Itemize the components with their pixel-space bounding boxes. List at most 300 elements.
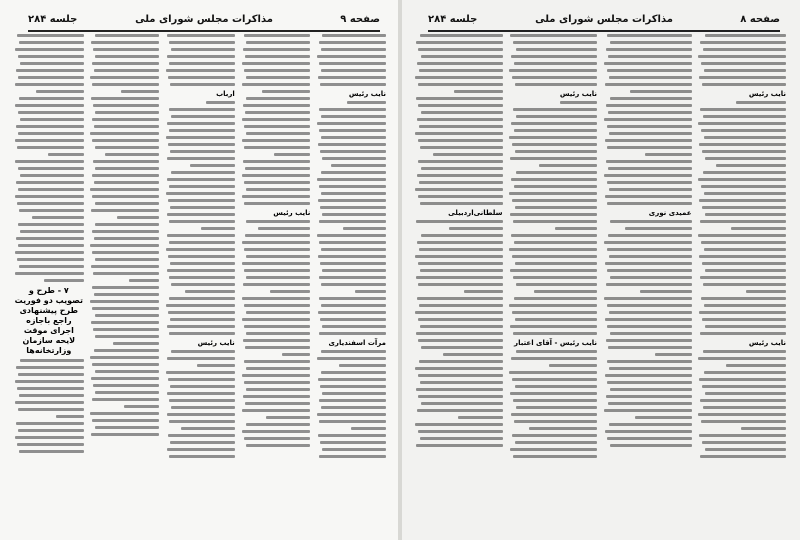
text-line xyxy=(416,388,503,391)
text-line xyxy=(90,300,159,303)
text-line xyxy=(94,69,159,72)
text-line xyxy=(169,129,234,132)
text-line xyxy=(418,195,503,198)
text-line xyxy=(609,132,691,135)
text-line xyxy=(92,419,159,422)
text-line xyxy=(701,420,786,423)
text-line xyxy=(454,90,503,93)
text-line xyxy=(91,41,159,44)
text-line xyxy=(419,181,502,184)
text-line xyxy=(166,304,235,307)
text-line xyxy=(90,76,159,79)
text-line xyxy=(509,248,597,251)
text-column xyxy=(509,34,598,462)
text-line xyxy=(121,90,159,93)
text-line xyxy=(170,318,235,321)
text-line xyxy=(244,146,310,149)
text-line xyxy=(416,444,503,447)
text-line xyxy=(415,423,503,426)
text-line xyxy=(245,167,310,170)
text-line xyxy=(20,230,84,233)
text-line xyxy=(117,216,159,219)
speaker-name: ارباب xyxy=(216,90,235,98)
text-line xyxy=(630,90,691,93)
text-line xyxy=(516,48,597,51)
text-line xyxy=(245,234,310,237)
text-line xyxy=(243,160,311,163)
text-line xyxy=(609,188,691,191)
text-line xyxy=(606,283,692,286)
text-line xyxy=(609,311,691,314)
text-line xyxy=(244,34,310,37)
text-line xyxy=(15,104,83,107)
text-line xyxy=(93,328,159,331)
text-line xyxy=(19,209,84,212)
text-line xyxy=(701,62,786,65)
text-line xyxy=(604,174,692,177)
text-line xyxy=(246,367,311,370)
text-line xyxy=(19,450,84,453)
text-line xyxy=(244,325,310,328)
text-line xyxy=(105,153,159,156)
text-line xyxy=(515,206,597,209)
text-line xyxy=(319,420,386,423)
speaker-name: عمیدی نوری xyxy=(648,209,692,217)
text-line xyxy=(421,346,502,349)
text-line xyxy=(168,199,235,202)
text-column xyxy=(14,34,84,462)
text-line xyxy=(511,357,597,360)
text-line xyxy=(513,276,597,279)
text-line xyxy=(746,290,786,293)
text-line xyxy=(609,423,691,426)
text-line xyxy=(608,55,691,58)
text-columns xyxy=(414,34,786,462)
text-line xyxy=(20,359,84,362)
text-line xyxy=(607,146,691,149)
text-line xyxy=(700,41,786,44)
text-line xyxy=(513,41,597,44)
text-line xyxy=(509,136,597,139)
text-line xyxy=(243,339,311,342)
text-line xyxy=(464,290,503,293)
speaker-name: سلطانی‌اردبیلی xyxy=(448,209,503,217)
text-line xyxy=(704,192,786,195)
text-line xyxy=(95,223,159,226)
text-line xyxy=(16,422,84,425)
text-line xyxy=(716,164,786,167)
text-line xyxy=(418,318,503,321)
text-line xyxy=(95,146,160,149)
text-line xyxy=(206,101,235,104)
text-line xyxy=(703,350,786,353)
text-line xyxy=(321,171,386,174)
text-line xyxy=(185,290,234,293)
text-line xyxy=(94,293,159,296)
text-line xyxy=(246,255,311,258)
text-line xyxy=(515,83,597,86)
text-line xyxy=(170,385,235,388)
text-line xyxy=(91,97,159,100)
text-line xyxy=(420,325,502,328)
text-line xyxy=(514,62,597,65)
text-line xyxy=(698,122,786,125)
text-line xyxy=(511,55,597,58)
text-line xyxy=(18,132,83,135)
text-line xyxy=(509,371,597,374)
text-line xyxy=(15,48,83,51)
text-line xyxy=(700,399,786,402)
text-line xyxy=(246,388,310,391)
text-line xyxy=(318,76,386,79)
text-line xyxy=(418,339,502,342)
text-line xyxy=(169,241,234,244)
text-line xyxy=(262,90,310,93)
text-line xyxy=(15,195,84,198)
text-column xyxy=(414,34,503,462)
text-column xyxy=(698,34,787,462)
text-line xyxy=(419,304,502,307)
text-line xyxy=(534,290,597,293)
text-line xyxy=(318,311,386,314)
text-line xyxy=(171,115,235,118)
text-line xyxy=(95,167,159,170)
text-line xyxy=(415,132,503,135)
text-line xyxy=(15,436,84,439)
text-line xyxy=(516,350,597,353)
text-line xyxy=(549,364,597,367)
text-line xyxy=(607,202,691,205)
text-line xyxy=(698,178,786,181)
text-line xyxy=(258,227,310,230)
text-line xyxy=(242,118,311,121)
text-line xyxy=(608,402,691,405)
text-line xyxy=(167,392,235,395)
text-line xyxy=(417,174,503,177)
text-line xyxy=(343,227,386,230)
text-line xyxy=(320,206,386,209)
text-line xyxy=(167,269,235,272)
text-line xyxy=(317,55,386,58)
text-line xyxy=(625,227,691,230)
text-line xyxy=(702,441,786,444)
text-line xyxy=(171,283,235,286)
text-line xyxy=(246,41,310,44)
text-line xyxy=(702,150,786,153)
text-line xyxy=(704,248,786,251)
text-line xyxy=(705,34,786,37)
text-line xyxy=(635,416,692,419)
speaker-name: نایب رئیس xyxy=(559,90,597,98)
text-line xyxy=(166,69,235,72)
text-line xyxy=(701,129,786,132)
text-line xyxy=(319,241,386,244)
text-line xyxy=(514,185,597,188)
text-line xyxy=(700,108,786,111)
text-line xyxy=(702,206,786,209)
text-line xyxy=(319,332,387,335)
text-line xyxy=(16,237,84,240)
text-line xyxy=(244,381,310,384)
text-line xyxy=(322,325,386,328)
text-line xyxy=(266,416,311,419)
text-line xyxy=(510,269,597,272)
text-column xyxy=(316,34,386,462)
text-line xyxy=(93,384,159,387)
text-line xyxy=(242,297,311,300)
text-column xyxy=(165,34,235,462)
text-line xyxy=(246,311,311,314)
text-line xyxy=(514,420,597,423)
text-line xyxy=(168,143,235,146)
text-line xyxy=(605,139,692,142)
text-line xyxy=(607,34,691,37)
page-title: مذاکرات مجلس شورای ملی xyxy=(535,14,673,25)
text-line xyxy=(16,69,84,72)
text-line xyxy=(698,357,786,360)
text-line xyxy=(166,192,235,195)
text-line xyxy=(44,279,84,282)
text-line xyxy=(420,269,502,272)
text-line xyxy=(510,448,597,451)
text-line xyxy=(95,34,160,37)
text-line xyxy=(17,258,84,261)
right-page xyxy=(400,0,800,540)
text-line xyxy=(607,248,692,251)
text-line xyxy=(509,192,597,195)
text-line xyxy=(610,388,691,391)
text-line xyxy=(113,342,160,345)
text-line xyxy=(606,339,692,342)
text-line xyxy=(511,234,597,237)
text-line xyxy=(95,314,160,317)
text-line xyxy=(90,356,159,359)
text-line xyxy=(418,374,503,377)
text-line xyxy=(169,62,234,65)
text-line xyxy=(449,227,503,230)
text-line xyxy=(170,262,235,265)
text-line xyxy=(703,48,786,51)
text-line xyxy=(243,104,311,107)
text-line xyxy=(416,332,503,335)
text-line xyxy=(18,76,83,79)
text-line xyxy=(608,167,691,170)
text-line xyxy=(246,276,310,279)
text-line xyxy=(244,269,310,272)
text-line xyxy=(509,304,597,307)
text-line xyxy=(274,153,310,156)
text-line xyxy=(417,297,503,300)
header-rule xyxy=(428,30,780,32)
text-line xyxy=(418,262,503,265)
text-line xyxy=(321,136,386,139)
text-line xyxy=(418,83,503,86)
text-line xyxy=(539,164,597,167)
text-line xyxy=(510,157,597,160)
text-line xyxy=(610,332,691,335)
text-line xyxy=(529,427,597,430)
text-line xyxy=(509,69,597,72)
text-line xyxy=(167,157,235,160)
text-line xyxy=(95,426,160,429)
text-line xyxy=(705,392,786,395)
text-line xyxy=(244,202,310,205)
text-line xyxy=(512,378,597,381)
text-line xyxy=(700,455,786,458)
text-line xyxy=(169,41,235,44)
text-line xyxy=(95,370,160,373)
text-line xyxy=(609,76,691,79)
text-line xyxy=(605,318,692,321)
text-line xyxy=(513,108,597,111)
text-line xyxy=(417,62,503,65)
text-line xyxy=(242,409,311,412)
text-line xyxy=(321,283,386,286)
text-line xyxy=(606,104,692,107)
speaker-name: نایب رئیس xyxy=(197,339,235,347)
text-line xyxy=(700,332,786,335)
text-line xyxy=(606,395,692,398)
text-line xyxy=(418,104,502,107)
text-line xyxy=(320,150,386,153)
text-line xyxy=(242,318,310,321)
text-line xyxy=(355,290,386,293)
text-line xyxy=(605,430,692,433)
text-line xyxy=(168,255,235,258)
session-number: جلسه ۲۸۴ xyxy=(28,14,78,25)
text-line xyxy=(93,104,159,107)
text-line xyxy=(170,441,235,444)
text-line xyxy=(458,416,502,419)
text-line xyxy=(321,192,386,195)
text-line xyxy=(699,143,786,146)
text-column xyxy=(90,34,160,462)
text-line xyxy=(645,153,691,156)
text-line xyxy=(318,199,386,202)
text-line xyxy=(512,434,597,437)
text-line xyxy=(171,406,235,409)
text-line xyxy=(512,199,597,202)
page-number: صفحه ۹ xyxy=(340,14,380,25)
text-line xyxy=(317,122,386,125)
text-line xyxy=(317,178,386,181)
text-line xyxy=(701,241,786,244)
text-line xyxy=(418,139,503,142)
text-line xyxy=(170,150,235,153)
text-line xyxy=(417,241,503,244)
text-line xyxy=(91,433,159,436)
text-line xyxy=(20,62,84,65)
text-line xyxy=(92,195,159,198)
speaker-name: نایب رئیس xyxy=(348,90,386,98)
text-line xyxy=(246,188,311,191)
text-line xyxy=(421,234,502,237)
text-line xyxy=(416,41,503,44)
text-line xyxy=(705,448,786,451)
text-line xyxy=(608,346,691,349)
text-line xyxy=(704,69,786,72)
text-line xyxy=(16,366,84,369)
text-line xyxy=(170,206,235,209)
text-line xyxy=(92,398,160,401)
text-line xyxy=(607,125,692,128)
text-line xyxy=(171,48,235,51)
text-line xyxy=(320,262,386,265)
text-line xyxy=(515,385,597,388)
text-line xyxy=(704,304,786,307)
text-line xyxy=(511,122,597,125)
text-line xyxy=(705,325,786,328)
text-line xyxy=(167,413,235,416)
text-line xyxy=(20,118,84,121)
text-line xyxy=(321,371,386,374)
text-line xyxy=(321,350,386,353)
text-line xyxy=(246,132,311,135)
text-line xyxy=(244,181,311,184)
text-line xyxy=(699,255,786,258)
text-line xyxy=(420,34,502,37)
text-line xyxy=(15,160,83,163)
text-line xyxy=(322,448,386,451)
text-line xyxy=(322,269,386,272)
text-line xyxy=(420,381,502,384)
text-line xyxy=(605,262,692,265)
text-line xyxy=(555,227,597,230)
text-line xyxy=(91,321,159,324)
page-title: مذاکرات مجلس شورای ملی xyxy=(135,14,273,25)
text-line xyxy=(319,297,386,300)
text-line xyxy=(18,111,84,114)
text-column xyxy=(241,34,311,462)
text-line xyxy=(15,251,84,254)
text-line xyxy=(244,304,311,307)
text-line xyxy=(699,378,786,381)
text-line xyxy=(605,83,692,86)
text-line xyxy=(201,227,234,230)
text-line xyxy=(610,444,691,447)
text-line xyxy=(242,174,311,177)
text-line xyxy=(167,55,235,58)
text-line xyxy=(607,69,692,72)
text-line xyxy=(18,167,84,170)
text-line xyxy=(167,234,235,237)
text-line xyxy=(700,276,786,279)
text-line xyxy=(513,220,597,223)
text-line xyxy=(168,378,235,381)
text-line xyxy=(705,213,786,216)
text-line xyxy=(91,265,159,268)
text-line xyxy=(512,143,597,146)
text-line xyxy=(171,171,235,174)
text-line xyxy=(318,143,386,146)
text-line xyxy=(244,69,311,72)
text-line xyxy=(91,209,159,212)
text-line xyxy=(607,304,692,307)
text-line xyxy=(19,265,84,268)
text-line xyxy=(417,409,503,412)
text-line xyxy=(516,283,597,286)
text-line xyxy=(513,332,597,335)
text-line xyxy=(510,392,597,395)
text-line xyxy=(15,139,84,142)
text-line xyxy=(319,185,386,188)
text-line xyxy=(243,48,311,51)
text-line xyxy=(705,157,786,160)
text-line xyxy=(702,318,786,321)
text-line xyxy=(319,41,387,44)
text-line xyxy=(20,174,84,177)
text-line xyxy=(699,434,786,437)
